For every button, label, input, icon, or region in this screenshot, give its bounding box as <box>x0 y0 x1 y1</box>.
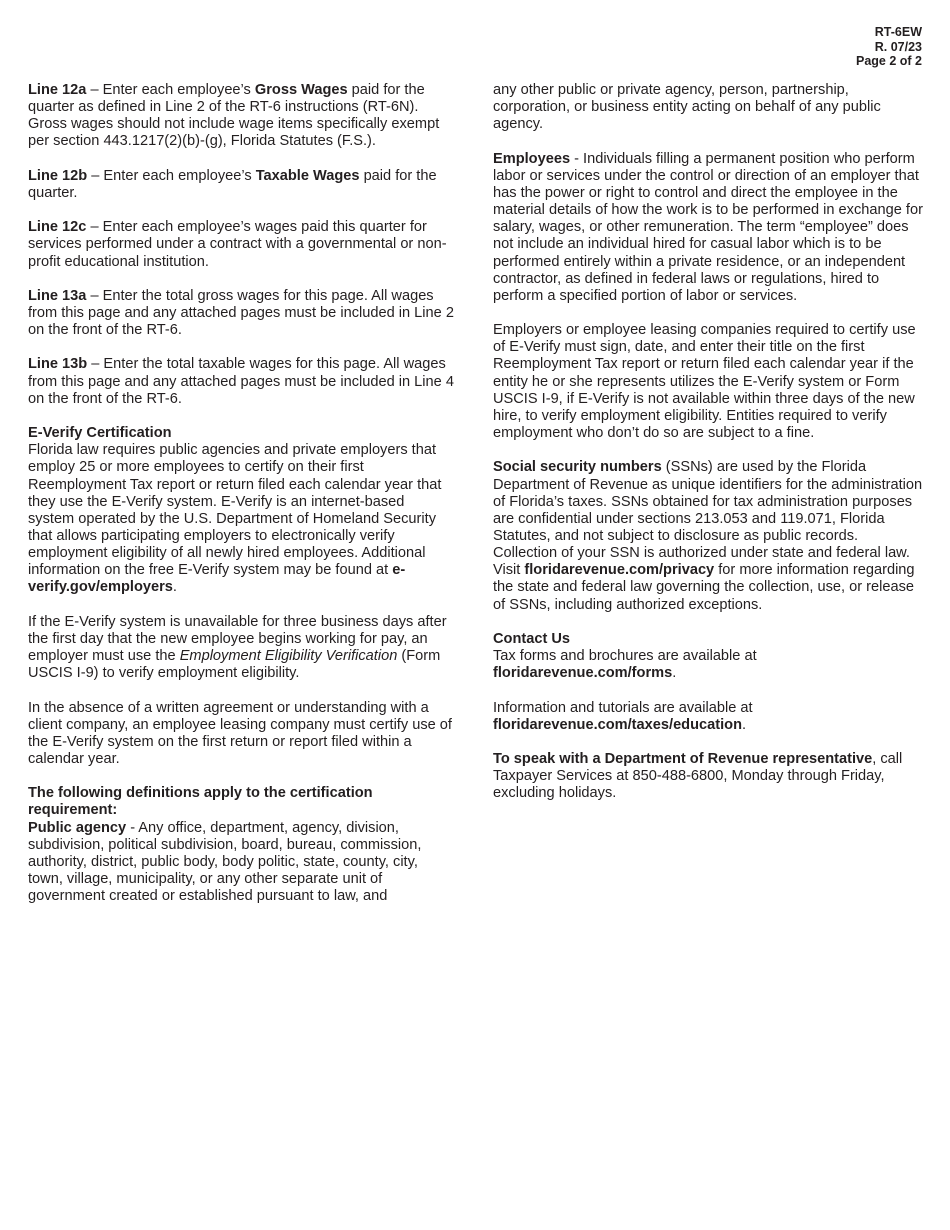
privacy-link[interactable]: floridarevenue.com/privacy <box>524 562 715 579</box>
line-12c-text: – Enter each employee’s wages paid this quarter for services performed under a contract with a governmental or non-profit educational institution. <box>28 219 447 270</box>
contact-heading <box>493 631 925 648</box>
line-12c-paragraph <box>28 219 454 270</box>
left-column <box>28 82 454 905</box>
education-text: Information and tutorials are available at <box>493 699 753 716</box>
line-12b-text: – Enter each employee’s <box>87 167 256 184</box>
everify-link[interactable]: e-verify.gov/employers <box>28 562 406 596</box>
line-12b-paragraph <box>28 168 454 202</box>
ssn-text: (SSNs) are used by the Florida Department of Revenue as unique identifiers for the administration of Florida’s taxes. SSNs obtained for tax administration purposes are confidential under sections 213.053 and 119.071, Florida Statutes, and not subject to disclosure as public records. Collection of your SSN is authorized under state and federal law. Visit <box>493 459 923 579</box>
line-12b-text-2: paid for the quarter. <box>28 167 437 201</box>
form-i9-title: Employment Eligibility Verification <box>179 648 398 665</box>
line-13a-label: Line 13a <box>28 287 87 304</box>
employees-paragraph <box>493 151 925 305</box>
employees-text: - Individuals filling a permanent position who perform labor or services under the control or direction of an employer that has the power or right to control and direct the employee in the material details of how the work is to be performed in exchange for salary, wages, or other remuneration. The term “employee” does not include an individual hired for casual labor which is to be performed entirely within a private residence, or an independent contractor, as defined in federal laws or regulations, hired to perform a specified portion of labor or services. <box>493 150 923 304</box>
gross-wages-term: Gross Wages <box>254 82 348 98</box>
forms-end: . <box>672 665 677 682</box>
right-column <box>493 82 925 820</box>
line-13b-text: – Enter the total taxable wages for this page. All wages from this page and any attached pages must be included in Line 4 on the front of the RT-6. <box>28 356 454 407</box>
forms-paragraph <box>493 648 925 682</box>
certify-paragraph: Employers or employee leasing companies required to certify use of E-Verify must sign, date, and enter their title on the first Reemployment Tax report or return filed each calendar year if the entity he or she represents utilizes the E-Verify system or Form USCIS I-9, if E-Verify is not available within three days of the new hire, to verify employment eligibility. Entities required to verify employment who don’t do so are subject to a fine. <box>493 322 916 442</box>
taxable-wages-term: Taxable Wages <box>255 167 360 184</box>
ssn-text-2: for more information regarding the state and federal law governing the collection, use, or release of SSNs, including authorized exceptions. <box>493 562 915 613</box>
line-12b-label: Line 12b <box>28 167 88 184</box>
speak-paragraph <box>493 751 925 802</box>
unavailable-text: If the E-Verify system is unavailable for three business days after the first day that the new employee begins working for pay, an employer must use the <box>28 613 447 665</box>
line-13b-paragraph <box>28 356 454 407</box>
education-paragraph <box>493 700 925 734</box>
public-agency-text: - Any office, department, agency, division, subdivision, political subdivision, board, bureau, commission, authority, district, public body, body politic, state, county, city, town, village, municipality, or any other separate unit of government created or established pursuant to law, and <box>28 819 422 905</box>
line-13a-paragraph <box>28 288 454 339</box>
everify-end: . <box>172 579 177 596</box>
contact-heading-text: Contact Us <box>493 630 571 647</box>
forms-link[interactable]: floridarevenue.com/forms <box>493 665 673 682</box>
leasing-paragraph: In the absence of a written agreement or understanding with a client company, an employee leasing company must certify use of the E-Verify system on the first return or report filed within a calendar year. <box>28 699 452 767</box>
education-link[interactable]: floridarevenue.com/taxes/education <box>493 716 742 733</box>
form-code: RT-6EW <box>874 25 922 39</box>
form-header <box>856 25 922 69</box>
line-12a-paragraph <box>28 82 454 151</box>
everify-body: Florida law requires public agencies and private employers that employ 25 or more employees to certify on their first Reemployment Tax report or return filed each calendar year that they use the E-Verify system. E-Verify is an internet-based system operated by the U.S. Department of Homeland Security that allows participating employers to electronically verify employment eligibility of all newly hired employees. Additional information on the free E-Verify system may be found at <box>28 442 442 579</box>
everify-paragraph <box>28 442 454 596</box>
line-12c-label: Line 12c <box>28 219 87 236</box>
employees-label: Employees <box>493 150 571 167</box>
page-indicator: Page 2 of 2 <box>856 54 922 68</box>
line-12a-label: Line 12a <box>28 82 87 98</box>
public-agency-continuation: any other public or private agency, person, partnership, corporation, or business entity acting on behalf of any public agency. <box>493 82 881 133</box>
speak-bold: To speak with a Department of Revenue representative <box>493 751 873 767</box>
definitions-heading-text: The following definitions apply to the certification requirement: <box>28 785 373 819</box>
speak-text: , call Taxpayer Services at 850-488-6800, Monday through Friday, excluding holidays. <box>493 751 903 802</box>
unavailable-text-2: (Form USCIS I-9) to verify employment eligibility. <box>28 648 441 682</box>
public-agency-label: Public agency <box>28 819 127 836</box>
form-revision: R. 07/23 <box>874 39 922 54</box>
forms-text: Tax forms and brochures are available at <box>493 648 757 665</box>
unavailable-paragraph <box>28 614 454 683</box>
public-agency-paragraph <box>28 820 454 906</box>
everify-heading-text: E-Verify Certification <box>28 425 172 442</box>
line-12a-text: – Enter each employee’s <box>86 82 255 98</box>
line-12a-text-2: paid for the quarter as defined in Line 2 of the RT-6 instructions (RT-6N). Gross wages should not include wage items specifically exempt per section 443.1217(2)(b)-(g), Florida Statutes (F.S.). <box>28 82 440 150</box>
line-13a-text: – Enter the total gross wages for this page. All wages from this page and any attached pages must be included in Line 2 on the front of the RT-6. <box>28 287 454 339</box>
line-13b-label: Line 13b <box>28 356 88 373</box>
ssn-label: Social security numbers <box>493 459 662 476</box>
education-end: . <box>742 716 747 733</box>
everify-heading <box>28 425 454 442</box>
definitions-heading <box>28 785 454 819</box>
ssn-paragraph <box>493 459 925 613</box>
